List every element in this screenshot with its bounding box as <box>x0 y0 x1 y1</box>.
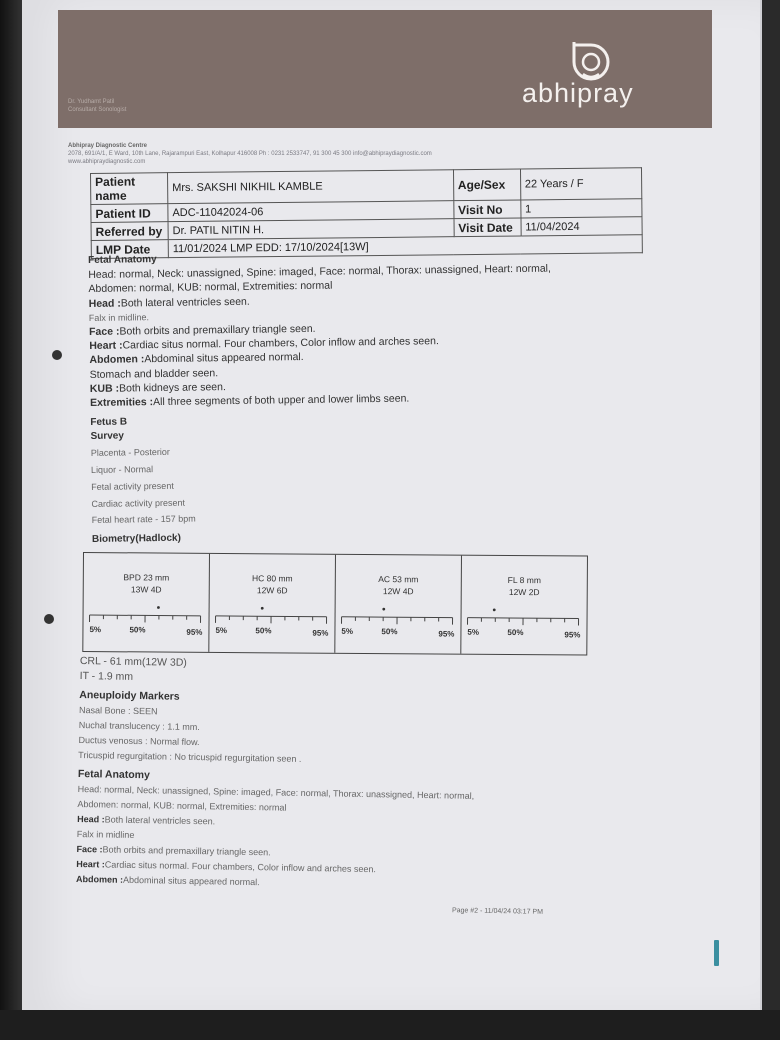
lower-findings-section <box>76 654 620 896</box>
patient-id-label: Patient ID <box>91 204 168 223</box>
percentile-label-p95: 95% <box>564 630 581 640</box>
patient-name-value: Mrs. SAKSHI NIKHIL KAMBLE <box>168 170 454 204</box>
percentile-marker <box>157 606 160 609</box>
nasal-bone-finding: Nasal Bone : SEEN <box>78 704 158 717</box>
anatomy-summary-4: Abdomen: normal, KUB: normal, Extremities: normal <box>77 798 287 813</box>
heart-value-2: Cardiac situs normal. Four chambers, Color inflow and arches seen. <box>104 859 377 875</box>
percentile-label-p50: 50% <box>507 627 524 638</box>
percentile-label-p50: 50% <box>255 626 272 636</box>
page-footer: Page #2 - 11/04/24 03:17 PM <box>451 907 543 916</box>
aneuploidy-title: Aneuploidy Markers <box>79 688 180 703</box>
fetal-activity: Fetal activity present <box>91 480 174 492</box>
percentile-label-p5: 5% <box>215 625 228 636</box>
percentile-marker <box>382 608 385 611</box>
head-value-2: Both lateral ventricles seen. <box>104 814 216 827</box>
visit-date-label: Visit Date <box>454 218 521 237</box>
cardiac-activity: Cardiac activity present <box>91 497 186 509</box>
heart-label-2: Heart : <box>76 858 105 870</box>
fetal-anatomy-title-2: Fetal Anatomy <box>77 767 150 782</box>
percentile-label-p50: 50% <box>381 627 398 637</box>
it-finding: IT - 1.9 mm <box>79 669 134 683</box>
lmp-date-value: 11/01/2024 LMP EDD: 17/10/2024[13W] <box>168 235 642 258</box>
referred-by-label: Referred by <box>91 222 168 241</box>
abdomen-label-2: Abdomen : <box>75 873 124 885</box>
falx-finding-2: Falx in midline <box>76 828 135 840</box>
percentile-scale <box>210 594 335 625</box>
biometry-cell <box>461 556 587 655</box>
extremities-label: Extremities : <box>89 396 154 410</box>
measurement-value: AC 53 mm <box>378 574 419 585</box>
agesex-label: Age/Sex <box>453 169 520 201</box>
patient-id-value: ADC-11042024-06 <box>168 201 454 222</box>
head-value: Both lateral ventricles seen. <box>120 295 250 310</box>
measurement-value: FL 8 mm <box>507 574 541 586</box>
nt-finding: Nuchal translucency : 1.1 mm. <box>78 719 200 733</box>
placenta-finding: Placenta - Posterior <box>90 446 170 458</box>
visit-date-value: 11/04/2024 <box>521 217 642 236</box>
background-surface <box>0 1010 780 1040</box>
survey-title: Survey <box>90 430 124 443</box>
face-label-2: Face : <box>76 843 103 855</box>
doctor-info <box>68 98 126 114</box>
head-label: Head : <box>88 297 121 310</box>
percentile-marker <box>493 608 496 611</box>
fetal-anatomy-section <box>88 246 652 547</box>
doctor-name: Dr. Yudhamt Patil <box>68 99 115 105</box>
percentile-label-p95: 95% <box>438 629 455 639</box>
biometry-cell <box>335 555 462 654</box>
percentile-scale <box>335 595 460 626</box>
face-value: Both orbits and premaxillary triangle seen. <box>119 322 316 338</box>
percentile-label-p5: 5% <box>89 625 102 635</box>
page-shadow <box>0 0 22 1040</box>
abdomen-value: Abdominal situs appeared normal. <box>144 351 304 366</box>
centre-info <box>68 142 688 166</box>
biometry-cell <box>83 553 210 652</box>
percentile-marker <box>261 607 264 610</box>
biometry-cell <box>209 554 336 653</box>
gestational-age: 12W 6D <box>256 585 288 596</box>
head-label-2: Head : <box>77 813 105 825</box>
percentile-label-p95: 95% <box>186 627 203 637</box>
visit-no-label: Visit No <box>454 200 521 219</box>
liquor-finding: Liquor - Normal <box>90 463 154 475</box>
doctor-title: Consultant Sonologist <box>68 107 127 113</box>
anatomy-summary-2: Abdomen: normal, KUB: normal, Extremities: normal <box>88 279 333 296</box>
percentile-label-p95: 95% <box>312 628 329 638</box>
kub-value: Both kidneys are seen. <box>118 380 226 395</box>
heart-label: Heart : <box>89 339 123 353</box>
gestational-age: 13W 4D <box>130 584 162 595</box>
abdomen-value-2: Abdominal situs appeared normal. <box>122 874 260 888</box>
biometry-table <box>82 552 588 656</box>
extremities-value: All three segments of both upper and lower limbs seen. <box>153 392 410 409</box>
brand-name: abhipray <box>522 78 634 108</box>
percentile-label-p5: 5% <box>341 626 354 636</box>
patient-name-label: Patient name <box>91 173 168 205</box>
centre-name: Abhipray Diagnostic Centre <box>68 143 148 149</box>
visit-no-value: 1 <box>521 199 642 218</box>
binder-hole <box>52 350 62 360</box>
agesex-value: 22 Years / F <box>520 168 642 200</box>
gestational-age: 12W 2D <box>508 586 540 598</box>
ductus-finding: Ductus venosus : Normal flow. <box>78 734 200 748</box>
percentile-scale <box>84 593 209 624</box>
crl-finding: CRL - 61 mm(12W 3D) <box>79 654 187 669</box>
gestational-age: 12W 4D <box>382 586 414 597</box>
biometry-title: Biometry(Hadlock) <box>91 532 181 545</box>
fetus-title: Fetus B <box>90 416 128 429</box>
tricuspid-finding: Tricuspid regurgitation : No tricuspid regurgitation seen . <box>78 749 302 764</box>
kub-label: KUB : <box>89 382 120 395</box>
biometry-measure <box>210 572 335 597</box>
centre-website: www.abhipraydiagnostic.com <box>68 159 146 165</box>
patient-details-table <box>90 167 643 259</box>
face-value-2: Both orbits and premaxillary triangle seen. <box>102 844 271 858</box>
percentile-label-p5: 5% <box>467 627 480 637</box>
heart-value: Cardiac situs normal. Four chambers, Color inflow and arches seen. <box>122 335 439 352</box>
falx-finding: Falx in midline. <box>88 311 149 323</box>
abdomen-label: Abdomen : <box>89 353 145 367</box>
anatomy-summary: Head: normal, Neck: unassigned, Spine: imaged, Face: normal, Thorax: unassigned, Heart: normal, <box>88 262 551 282</box>
abhipray-logo-icon <box>568 36 614 82</box>
page-tab-marker <box>714 940 719 966</box>
stomach-finding: Stomach and bladder seen. <box>89 366 219 381</box>
letterhead-banner <box>58 10 712 128</box>
centre-address: 2078, 691/A/1, E Ward, 10th Lane, Rajarampuri East, Kolhapur 416008 Ph : 0231 2533747, 91 300 45 300 info@abhipraydiagnostic.com <box>68 151 432 157</box>
binder-hole <box>44 614 54 624</box>
measurement-value: HC 80 mm <box>251 573 293 584</box>
face-label: Face : <box>89 325 120 339</box>
anatomy-summary-3: Head: normal, Neck: unassigned, Spine: imaged, Face: normal, Thorax: unassigned, Heart: normal, <box>77 783 475 801</box>
percentile-label-p50: 50% <box>129 625 146 635</box>
percentile-scale <box>461 596 586 627</box>
fetal-heart-rate: Fetal heart rate - 157 bpm <box>91 513 196 525</box>
measurement-value: BPD 23 mm <box>123 572 170 583</box>
lmp-date-label: LMP Date <box>91 240 168 259</box>
referred-by-value: Dr. PATIL NITIN H. <box>168 219 454 240</box>
section-title: Fetal Anatomy <box>88 254 157 266</box>
